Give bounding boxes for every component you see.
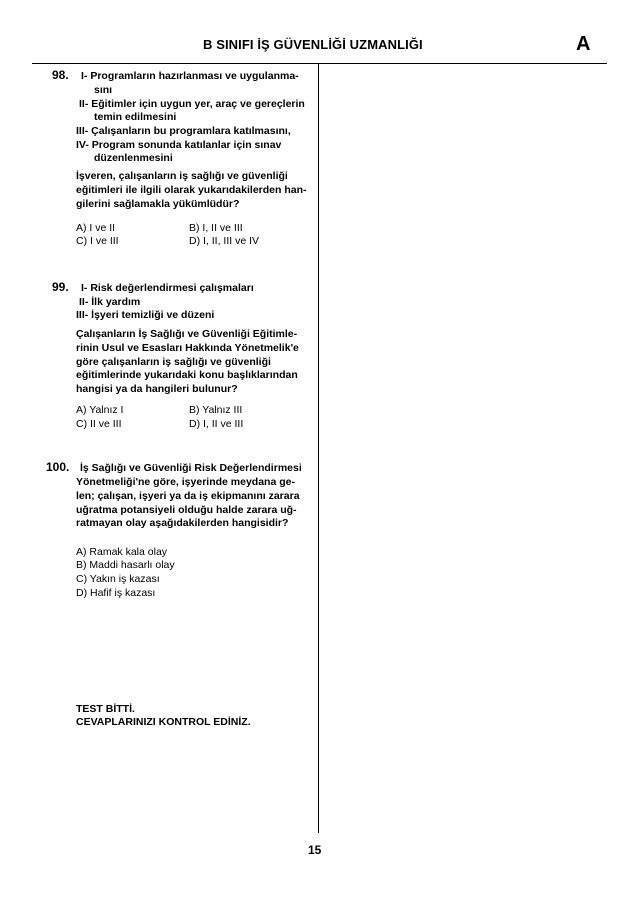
option-a[interactable]: A) Ramak kala olay [76,546,168,558]
stem-line: uğratma potansiyeli olduğu halde zarara uğ- [76,504,297,516]
option-c[interactable]: C) II ve III [76,418,122,430]
item-line: II- İlk yardım [79,296,141,308]
option-c[interactable]: C) Yakın iş kazası [76,573,160,585]
stem-line: ratmayan olay aşağıdakilerden hangisidir? [76,517,289,529]
page-header-title: B SINIFI İŞ GÜVENLİĞİ UZMANLIĞI [203,37,423,52]
stem-line: hangisi ya da hangileri bulunur? [76,383,238,395]
question-number: 99. [52,280,69,294]
stem-line: Yönetmeliği'ne göre, işyerinde meydana ge- [76,476,295,488]
item-line: I- Risk değerlendirmesi çalışmaları [81,282,254,294]
option-b[interactable]: B) Yalnız III [189,404,243,416]
stem-line: eğitimleri ile ilgili olarak yukarıdakilerden han- [76,184,307,196]
option-a[interactable]: A) Yalnız I [76,404,124,416]
end-note-line: CEVAPLARINIZI KONTROL EDİNİZ. [76,716,251,728]
end-note-line: TEST BİTTİ. [76,703,135,715]
option-b[interactable]: B) I, II ve III [189,222,243,234]
item-line: III- Çalışanların bu programlara katılmasını, [76,125,291,137]
option-b[interactable]: B) Maddi hasarlı olay [76,559,175,571]
stem-line: gilerini sağlamakla yükümlüdür? [76,198,240,210]
option-d[interactable]: D) Hafif iş kazası [76,587,156,599]
item-line: temin edilmesini [94,111,177,123]
stem-line: len; çalışan, işyeri ya da iş ekipmanını zarara [76,490,300,502]
item-line: düzenlenmesini [94,152,173,164]
header-divider [32,63,607,64]
item-line: III- İşyeri temizliği ve düzeni [76,309,215,321]
stem-line: İşveren, çalışanların iş sağlığı ve güvenliği [76,170,288,182]
stem-line: İş Sağlığı ve Güvenliği Risk Değerlendirmesi [80,462,302,474]
option-d[interactable]: D) I, II, III ve IV [189,235,260,247]
option-d[interactable]: D) I, II ve III [189,418,244,430]
item-line: I- Programların hazırlanması ve uygulanma- [81,70,299,82]
booklet-type-letter: A [576,33,591,55]
stem-line: göre çalışanların iş sağlığı ve güvenliği [76,356,271,368]
question-number: 98. [52,68,69,82]
option-a[interactable]: A) I ve II [76,222,116,234]
option-c[interactable]: C) I ve III [76,235,119,247]
stem-line: rinin Usul ve Esasları Hakkında Yönetmelik'e [76,342,299,354]
stem-line: eğitimlerinde yukarıdaki konu başlıklarından [76,369,298,381]
question-number: 100. [46,460,70,474]
item-line: II- Eğitimler için uygun yer, araç ve gereçlerin [79,98,305,110]
item-line: IV- Program sonunda katılanlar için sınav [76,139,282,151]
item-line: sını [94,84,113,96]
page-number: 15 [308,843,322,857]
stem-line: Çalışanların İş Sağlığı ve Güvenliği Eğitimle- [76,328,298,340]
column-divider [318,63,319,833]
